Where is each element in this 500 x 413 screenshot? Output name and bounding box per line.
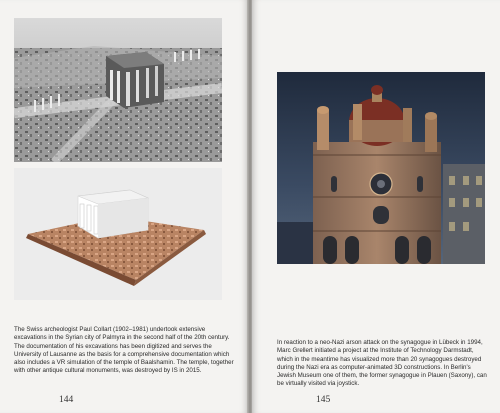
right-page bbox=[252, 0, 500, 413]
left-page-number: 144 bbox=[59, 395, 74, 405]
synagogue-illustration bbox=[277, 72, 485, 264]
synagogue-3d-render bbox=[277, 72, 485, 264]
right-page-caption: In reaction to a neo-Nazi arson attack on the synagogue in Lübeck in 1994, Marc Grellert initiated a project at the Institute of Technology Darmstadt, which in the meantime has visualized more than 20 synagogues destroyed during the Nazi era as computer-animated 3D constructions. In Berlin's Jewish Museum one of them, the former synagogue in Plauen (Saxony), can be virtually visited via joystick. bbox=[277, 339, 487, 388]
palmyra-aerial-illustration bbox=[14, 18, 222, 162]
palmyra-aerial-photo bbox=[14, 18, 222, 162]
temple-3d-model-render bbox=[14, 168, 222, 300]
temple-3d-illustration bbox=[14, 168, 222, 300]
left-page bbox=[0, 0, 248, 413]
right-page-number: 145 bbox=[316, 395, 331, 405]
left-page-caption: The Swiss archeologist Paul Collart (1902–1981) undertook extensive excavations in the Syrian city of Palmyra in the second half of the 20th century. The documentation of his excavations has been digitized and serves the University of Lausanne as the basis for a comprehensive documentation which also includes a VR simulation of the temple of Baalshamin. The temple, together with other antique cultural monuments, was destroyed by IS in 2015. bbox=[14, 326, 234, 375]
